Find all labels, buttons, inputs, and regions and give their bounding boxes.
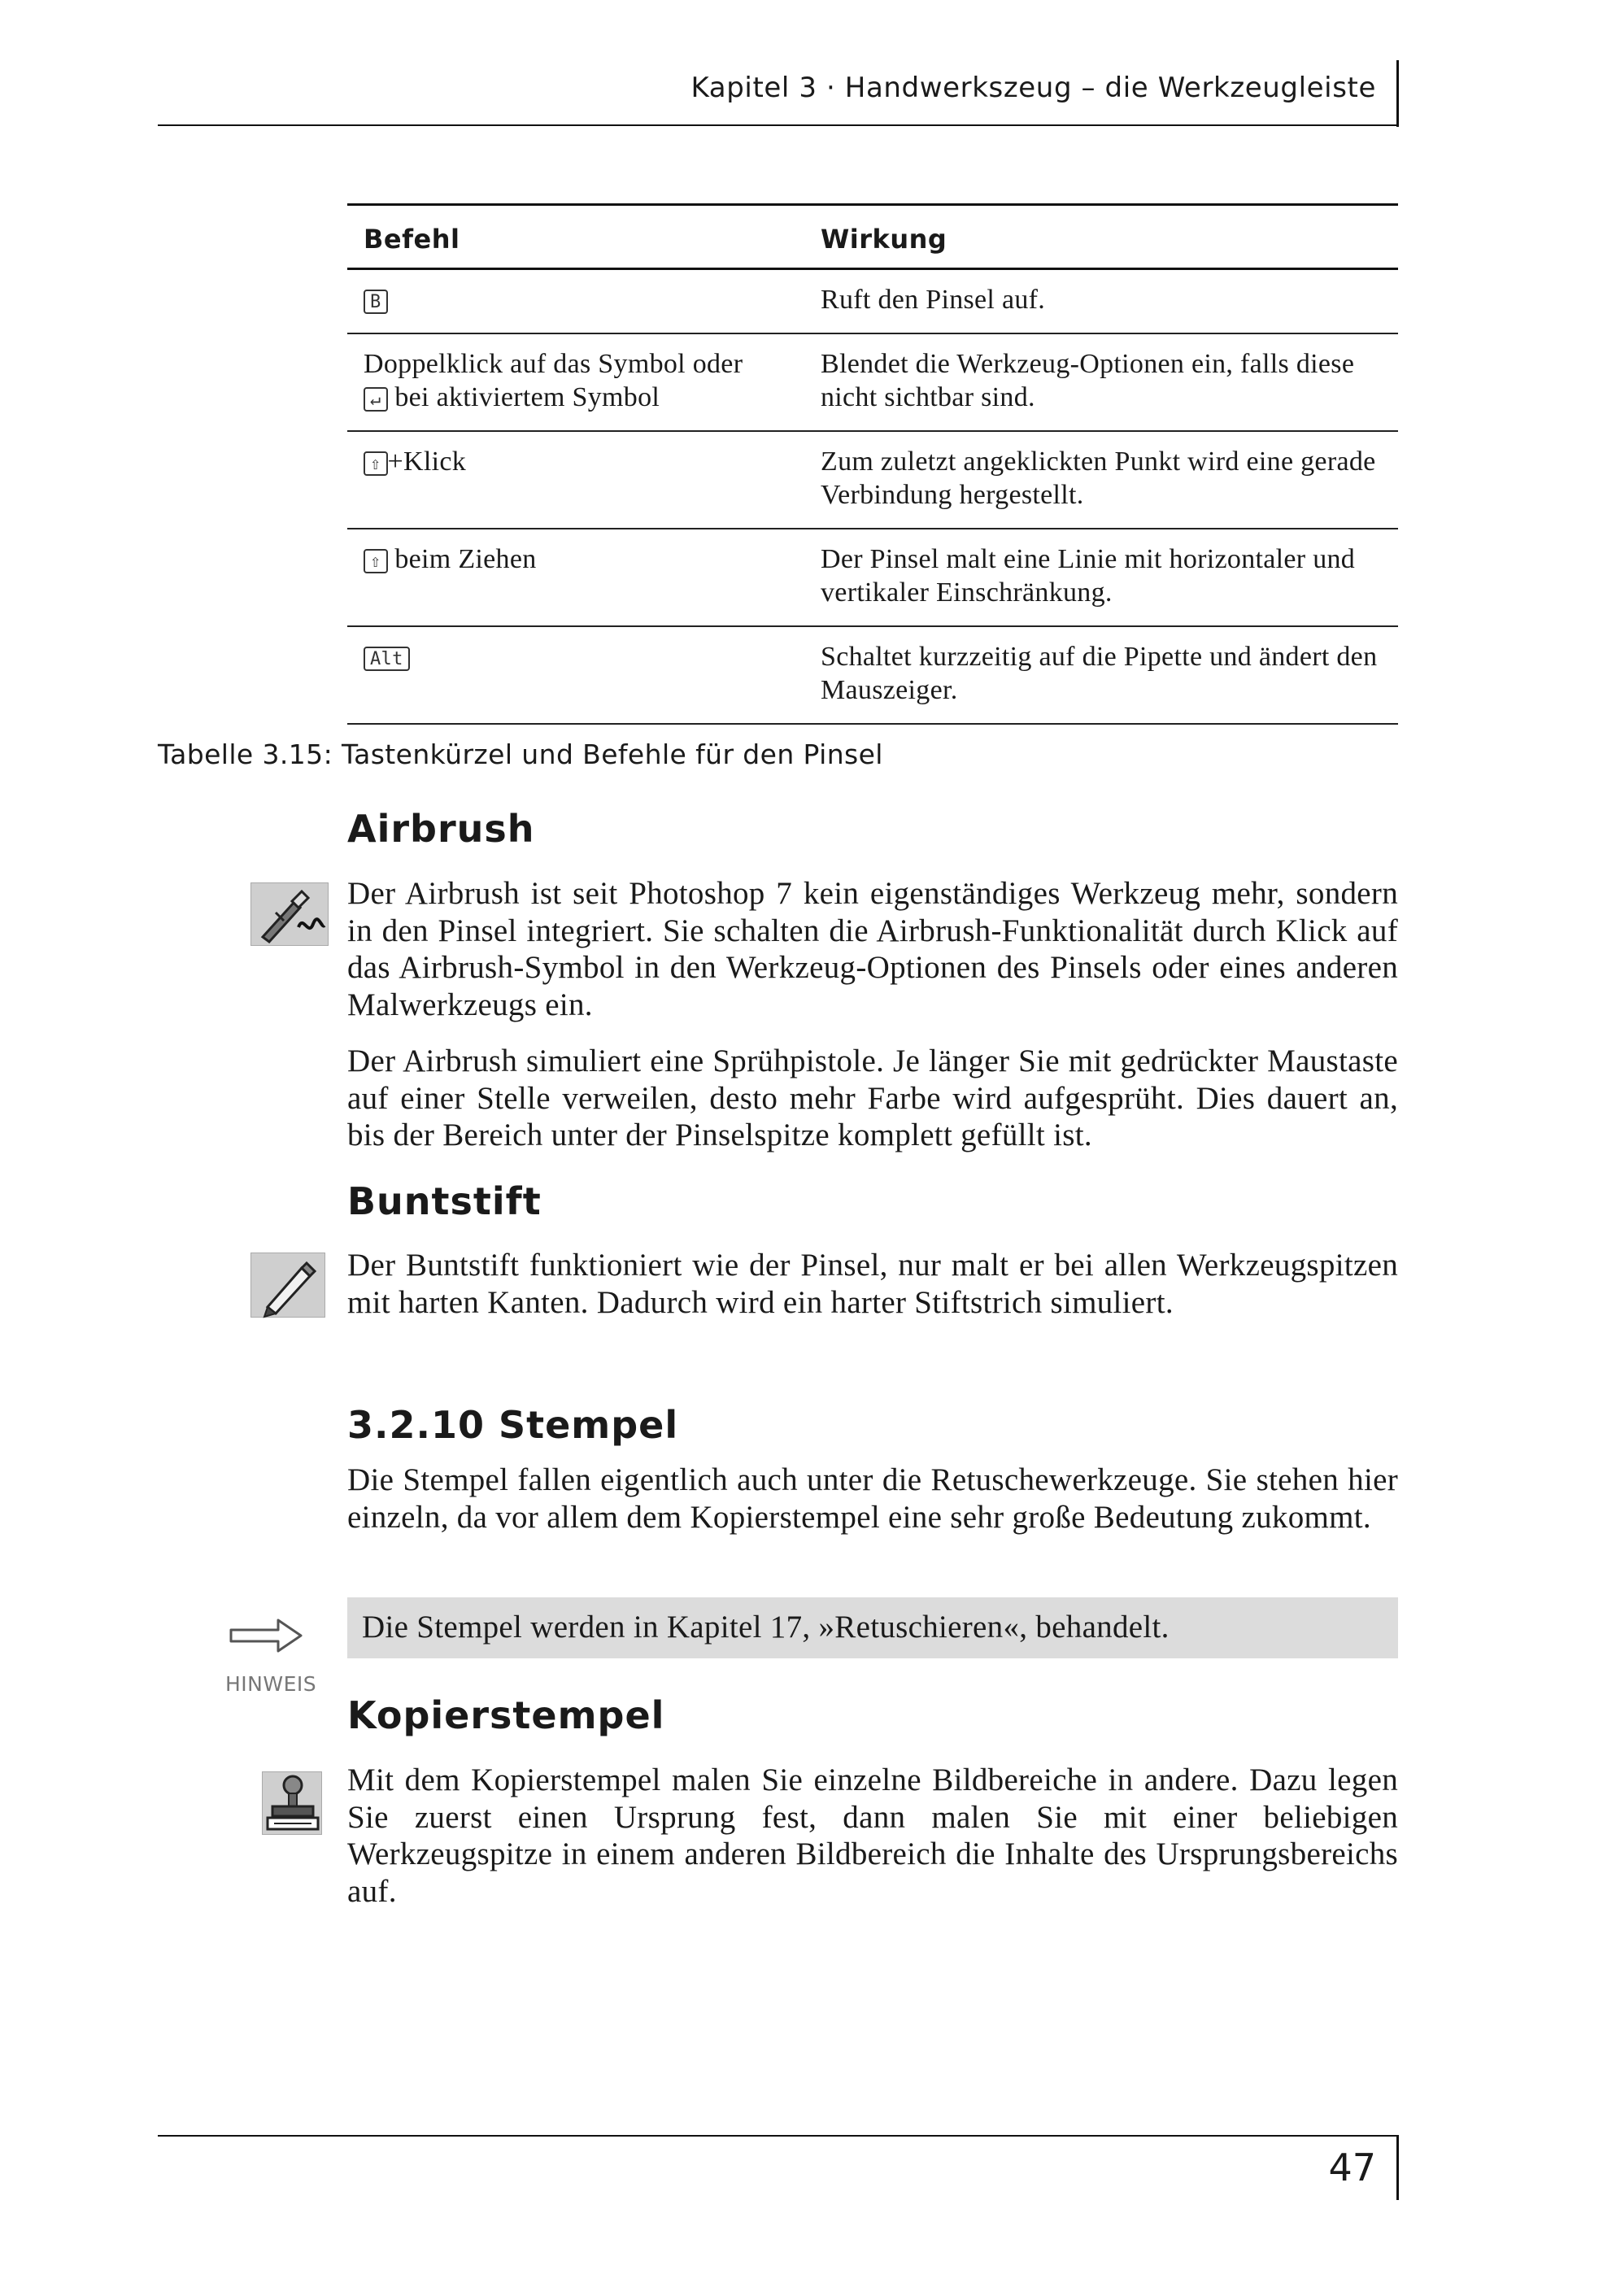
befehl-cell — [347, 269, 804, 334]
note-label: HINWEIS — [225, 1672, 317, 1696]
shift-key-icon: ⇧ — [364, 549, 388, 573]
pencil-icon — [250, 1253, 325, 1318]
alt-key-icon: Alt — [364, 647, 410, 671]
table-header-row — [347, 205, 1398, 269]
befehl-cell — [347, 431, 804, 529]
table-row — [347, 529, 1398, 626]
key-b-icon: B — [364, 290, 388, 314]
airbrush-icon — [250, 882, 329, 946]
befehl-text: +Klick — [387, 447, 467, 477]
befehl-cell — [347, 626, 804, 724]
befehl-text-line1: Doppelklick auf das Symbol oder — [364, 349, 743, 379]
wirkung-cell: Zum zuletzt angeklickten Punkt wird eine gerade Verbindung hergestellt. — [821, 447, 1376, 510]
table-caption: Tabelle 3.15: Tastenkürzel und Befehle für den Pinsel — [158, 738, 883, 770]
wirkung-cell: Ruft den Pinsel auf. — [821, 285, 1046, 315]
befehl-cell — [347, 333, 804, 431]
footer-rule — [158, 2135, 1398, 2137]
note-box: Die Stempel werden in Kapitel 17, »Retuschieren«, behandelt. — [347, 1597, 1398, 1658]
page-number: 47 — [1328, 2146, 1376, 2189]
table-row — [347, 269, 1398, 334]
stamp-icon — [262, 1771, 322, 1835]
arrow-right-icon — [229, 1615, 304, 1660]
befehl-cell — [347, 529, 804, 626]
heading-airbrush: Airbrush — [347, 807, 535, 851]
enter-key-icon: ↵ — [364, 387, 388, 412]
header-vertical-rule — [1396, 60, 1399, 127]
stempel-paragraph-1: Die Stempel fallen eigentlich auch unter die Retuschewerkzeuge. Sie stehen hier einzeln, da vor allem dem Kopierstempel eine sehr große Bedeutung zukommt. — [347, 1462, 1398, 1535]
befehl-text: beim Ziehen — [387, 544, 537, 574]
buntstift-paragraph-1: Der Buntstift funktioniert wie der Pinsel, nur malt er bei allen Werkzeugspitzen mit harten Kanten. Dadurch wird ein harter Stiftstrich simuliert. — [347, 1248, 1398, 1320]
befehl-text: bei aktiviertem Symbol — [387, 382, 660, 412]
heading-buntstift: Buntstift — [347, 1179, 542, 1223]
wirkung-cell: Schaltet kurzzeitig auf die Pipette und ändert den Mauszeiger. — [821, 642, 1378, 705]
heading-kopierstempel: Kopierstempel — [347, 1693, 665, 1737]
table-row — [347, 626, 1398, 724]
running-header: Kapitel 3 · Handwerkszeug – die Werkzeugleiste — [690, 72, 1376, 104]
shortcut-table — [347, 203, 1398, 725]
table-row — [347, 431, 1398, 529]
shift-key-icon: ⇧ — [364, 451, 388, 476]
footer-vertical-rule — [1396, 2135, 1399, 2200]
wirkung-cell: Blendet die Werkzeug-Optionen ein, falls diese nicht sichtbar sind. — [821, 349, 1355, 412]
column-header-befehl: Befehl — [364, 224, 460, 255]
airbrush-paragraph-2: Der Airbrush simuliert eine Sprühpistole. Je länger Sie mit gedrückter Maustaste auf einer Stelle verweilen, desto mehr Farbe wird aufgesprüht. Dies dauert an, bis der Bereich unter der Pinselspitze komplett gefüllt ist. — [347, 1043, 1398, 1152]
kopierstempel-paragraph-1: Mit dem Kopierstempel malen Sie einzelne Bildbereiche in andere. Dazu legen Sie zuerst einen Ursprung fest, dann malen Sie mit einer beliebigen Werkzeugspitze in einem anderen Bildbereich die Inhalte des Ursprungsbereichs auf. — [347, 1762, 1398, 1909]
table-row — [347, 333, 1398, 431]
airbrush-paragraph-1: Der Airbrush ist seit Photoshop 7 kein eigenständiges Werkzeug mehr, sondern in den Pinsel integriert. Sie schalten die Airbrush-Funktionalität durch Klick auf das Airbrush-Symbol in den Werkzeug-Optionen des Pinsels oder eines anderen Malwerkzeugs ein. — [347, 876, 1398, 1022]
header-rule — [158, 124, 1398, 126]
wirkung-cell: Der Pinsel malt eine Linie mit horizontaler und vertikaler Einschränkung. — [821, 544, 1356, 608]
column-header-wirkung: Wirkung — [821, 224, 947, 255]
section-heading-stempel: 3.2.10 Stempel — [347, 1403, 679, 1447]
